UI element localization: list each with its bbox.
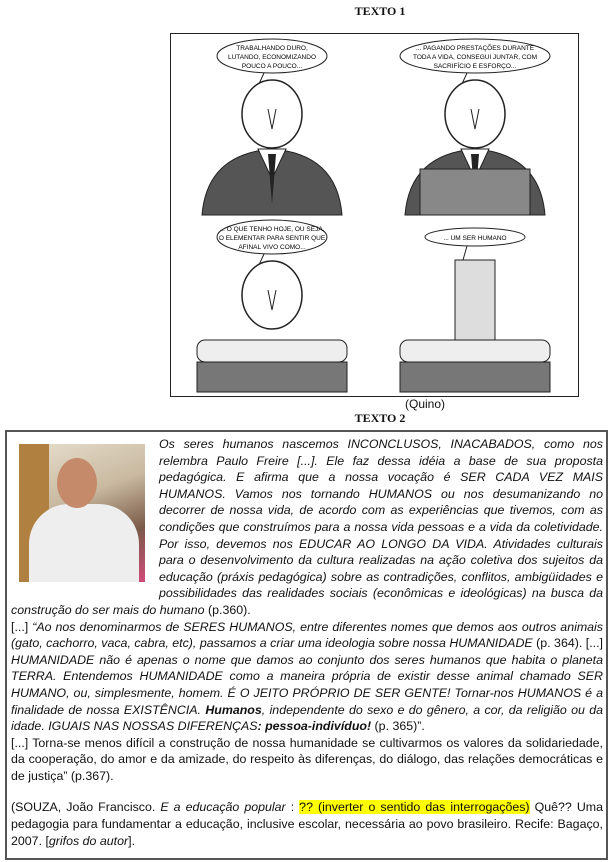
text-span: (p. 364). [...]: [532, 636, 603, 651]
balloon-text: ... O QUE TENHO HOJE, OU SEJA,: [219, 226, 325, 233]
text-span: (p.360).: [204, 602, 251, 617]
texto2-box: [5, 430, 608, 860]
text-span: [...] Torna-se menos difícil a construção de nossa humanidade se cultivarmos os valores da solidariedade, da cooperação, do amor e da amizade, do respeito às diferenças, do diálogo, das relações democráticas e de justiça” (p.367).: [11, 735, 603, 783]
text-span: (p. 365)”.: [371, 719, 425, 734]
text-span: (SOUZA, João Francisco.: [11, 800, 161, 815]
paragraph: [11, 799, 603, 849]
balloon-text: TRABALHANDO DURO,: [236, 45, 308, 52]
car: [400, 340, 550, 362]
texto2-title: TEXTO 2: [354, 411, 406, 425]
text-span: Os seres humanos nascemos INCONCLUSOS, INACABADOS, como nos relembra Paulo Freire [...]. Ele faz dessa idéia a base de sua proposta pedagógica. E afirma que a nossa vocação é SER CADA VEZ MAIS HUMANOS. Vamos nos tornando HUMANOS ou nos desumanizando no decorrer de nossa vida, de acordo com as experiências que tivemos, com as condições que construímos para a nossa vida pessoas e a vida da coletividade. Por isso, devemos nos EDUCAR AO LONGO DA VIDA. Atividades culturais para o desenvolvimento da cultura realizadas na ação coletiva dos sujeitos da educação (práxis pedagógica) sobre as contradições, conflitos, ambigüidades e possibilidades das realidades sociais (econômicas e ideológicas) na busca da construção do ser mais do humano: [11, 437, 603, 617]
paragraph: [11, 619, 603, 735]
appliances: [420, 169, 530, 215]
balloon-text: O ELEMENTAR PARA SENTIR QUE: [218, 235, 326, 242]
text-span: HUMANIDADE não é apenas o nome que damos ao conjunto dos seres humanos que habita o planeta TERRA. Entendemos HUMANIDADE como a maneira própria de existir desse animal chamado SER HUMANO, ou, simplesmente, homem. É O JEITO PRÓPRIO DE SER GENTE! Tornar-nos HUMANOS é a finalidade de nossa EXISTÊNCIA.: [11, 652, 603, 717]
comic-illustration: [171, 34, 578, 396]
author-photo: [19, 444, 145, 582]
appliances: [197, 362, 347, 392]
quino-comic-strip: [170, 33, 579, 397]
balloon-text: AFINAL VIVO COMO...: [238, 244, 306, 251]
balloon-text: ... PAGANDO PRESTAÇÕES DURANTE: [415, 45, 535, 52]
text-span: : pessoa-indivíduo!: [257, 719, 372, 734]
man-head: [242, 80, 302, 148]
text-span: ].: [128, 833, 136, 848]
text-span: [...]: [11, 619, 33, 634]
highlighted-text: ?? (inverter o sentido das interrogações): [299, 800, 530, 815]
balloon-text: TODA A VIDA, CONSEGUI JUNTAR, COM: [412, 54, 538, 61]
paragraph: [11, 735, 603, 785]
text-span: “Ao nos denominarmos de SERES HUMANOS, entre diferentes nomes que demos aos outros animais (gato, cachorro, vaca, cabra, etc), passamos a criar uma ideologia sobre nossa HUMANIDADE: [11, 619, 603, 651]
comic-credit: (Quino): [405, 397, 446, 411]
balloon-text: SACRIFÍCIO E ESFORÇO...: [433, 63, 517, 70]
text-span: Quê?? Uma pedagogia para fundamentar a educação, inclusive escolar, necessária ao povo brasileiro. Recife: Bagaço, 2007. [: [11, 800, 603, 848]
man-head: [242, 261, 302, 329]
paragraph-gap: [11, 784, 603, 799]
text-span: E a educação popular: [160, 800, 286, 815]
man-head: [445, 80, 505, 148]
text-span: :: [285, 800, 300, 815]
balloon-text: ... UM SER HUMANO: [443, 235, 507, 242]
appliances: [400, 362, 550, 392]
text-span: , independente do sexo e do gênero, a cor, da religião ou da idade. IGUAIS NAS NOSSAS DIFERENÇAS: [11, 702, 604, 734]
texto1-title: TEXTO 1: [354, 4, 406, 18]
text-span: Humanos: [205, 702, 262, 717]
car: [197, 340, 347, 362]
balloon-text: POUCO A POUCO...: [241, 63, 303, 70]
text-span: grifos do autor: [48, 833, 129, 848]
balloon-text: LUTANDO, ECONOMIZANDO: [228, 54, 316, 61]
house-head: [455, 260, 495, 340]
